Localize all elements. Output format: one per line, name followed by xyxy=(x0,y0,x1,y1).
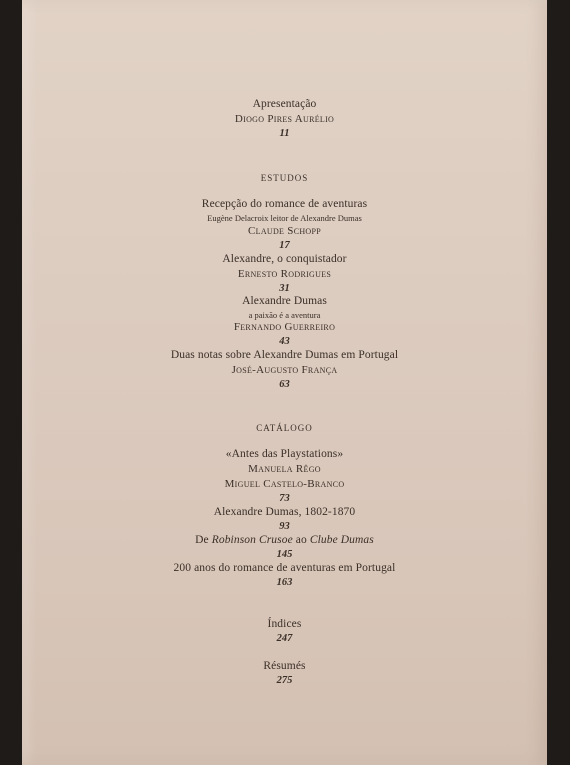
estudos-entry-1-subtitle: Eugène Delacroix leitor de Alexandre Dumas xyxy=(207,213,362,223)
catalogo-entry-1-author-1: Manuela Rêgo xyxy=(248,463,321,475)
resumes-page: 275 xyxy=(276,675,293,686)
catalogo-entry-3-prefix: De xyxy=(195,534,209,546)
catalogo-entry-3-italic-1: Robinson Crusoe xyxy=(211,534,293,546)
book-page xyxy=(22,0,547,765)
estudos-entry-1-author: Claude Schopp xyxy=(248,225,321,237)
estudos-entry-3-author: Fernando Guerreiro xyxy=(233,321,336,333)
catalogo-entry-3-page: 145 xyxy=(276,549,293,560)
intro-page-number: 11 xyxy=(279,128,290,139)
estudos-entry-3-page: 43 xyxy=(279,336,290,347)
catalogo-entry-3-italic-2: Clube Dumas xyxy=(309,534,374,546)
intro-title: Apresentação xyxy=(252,98,317,110)
estudos-entry-4-author: José-Augusto França xyxy=(231,364,338,376)
indices-page: 247 xyxy=(276,633,293,644)
estudos-entry-2-title: Alexandre, o conquistador xyxy=(222,253,347,265)
estudos-entry-4-page: 63 xyxy=(279,379,290,390)
catalogo-entry-2-page: 93 xyxy=(279,521,290,532)
catalogo-entry-1-author-2: Miguel Castelo-Branco xyxy=(224,478,345,490)
estudos-entry-2-author: Ernesto Rodrigues xyxy=(237,268,332,280)
estudos-entry-3-title: Alexandre Dumas xyxy=(242,295,327,307)
resumes-title: Résumés xyxy=(263,660,306,672)
estudos-entry-3-subtitle: a paixão é a aventura xyxy=(248,310,321,320)
catalogo-heading: CATÁLOGO xyxy=(256,423,313,433)
catalogo-entry-3-mid: ao xyxy=(295,534,307,546)
estudos-heading: ESTUDOS xyxy=(260,173,309,183)
catalogo-entry-3-title xyxy=(22,534,547,546)
catalogo-entry-1-title: «Antes das Playstations» xyxy=(225,448,344,460)
catalogo-entry-4-title: 200 anos do romance de aventuras em Portugal xyxy=(173,562,396,574)
estudos-entry-1-title: Recepção do romance de aventuras xyxy=(201,198,368,210)
intro-author: Diogo Pires Aurélio xyxy=(234,113,335,125)
estudos-entry-2-page: 31 xyxy=(279,283,290,294)
catalogo-entry-1-page: 73 xyxy=(279,493,290,504)
indices-title: Índices xyxy=(267,618,302,630)
catalogo-entry-4-page: 163 xyxy=(276,577,293,588)
estudos-entry-4-title: Duas notas sobre Alexandre Dumas em Portugal xyxy=(170,349,399,361)
catalogo-entry-2-title: Alexandre Dumas, 1802-1870 xyxy=(213,506,356,518)
estudos-entry-1-page: 17 xyxy=(279,240,290,251)
